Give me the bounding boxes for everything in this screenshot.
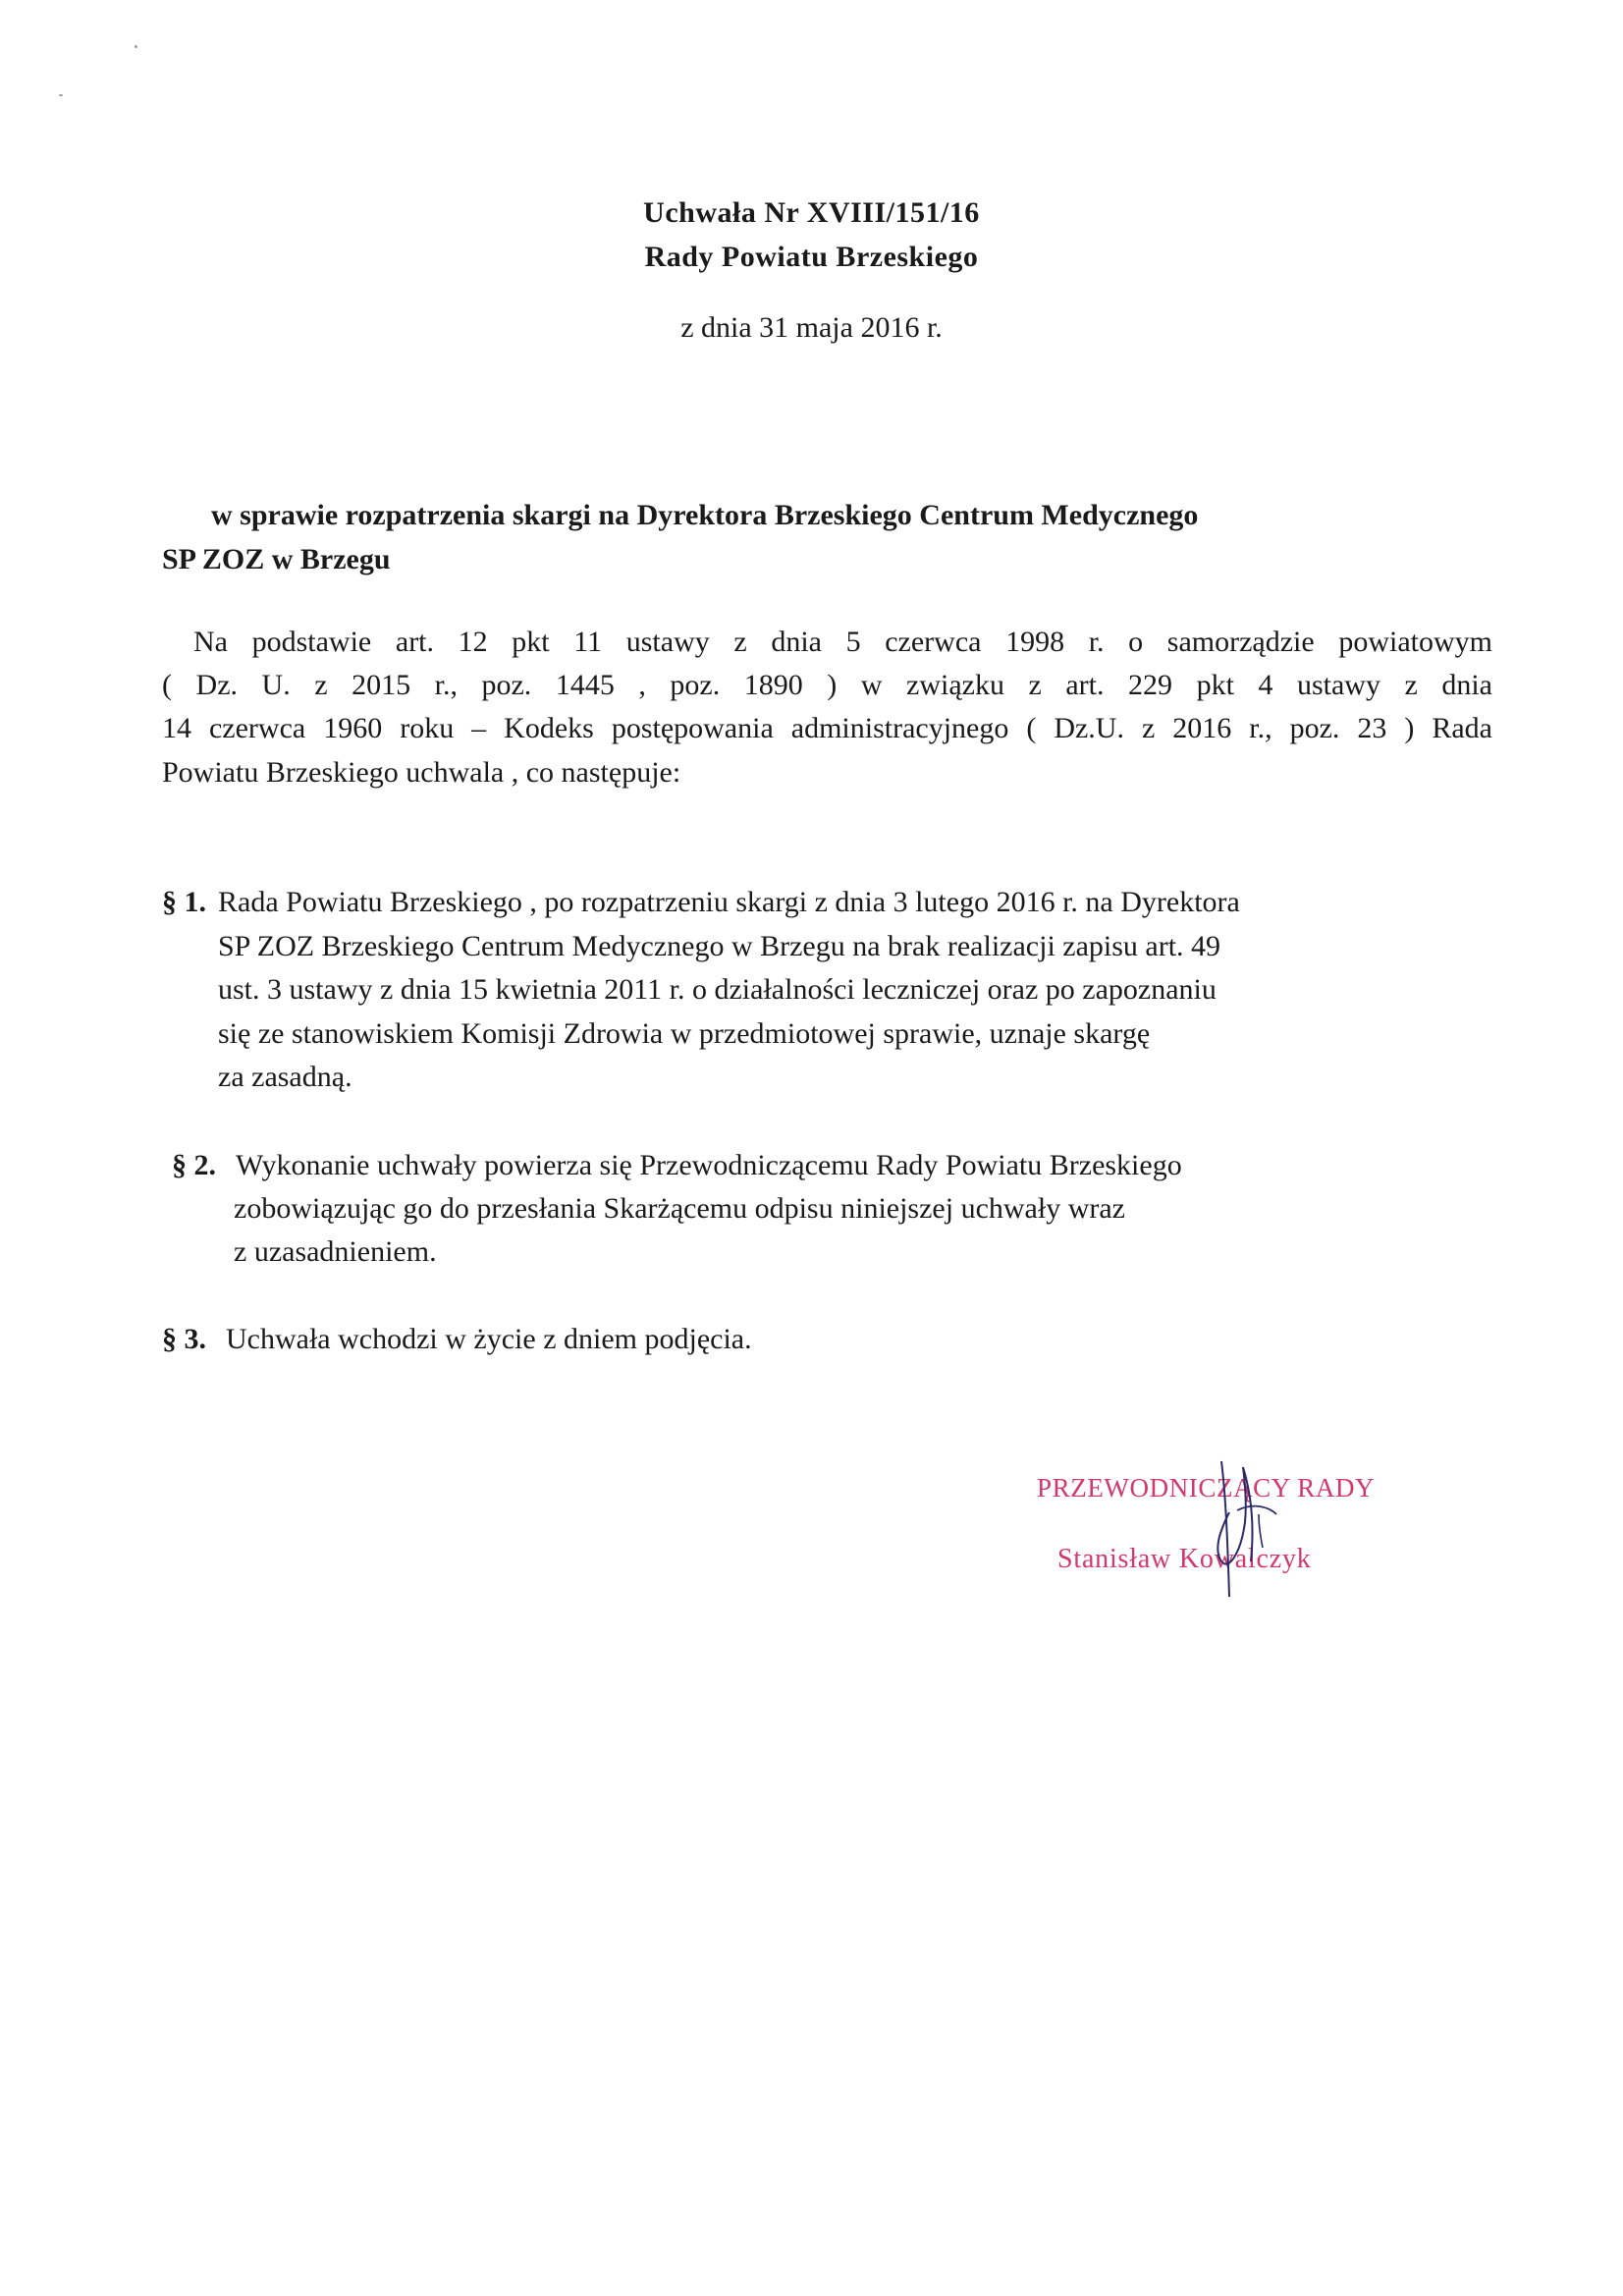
section-1-line: Rada Powiatu Brzeskiego , po rozpatrzeniu skargi z dnia 3 lutego 2016 r. na Dyrektora <box>218 886 1240 918</box>
section-1-line: za zasadną. <box>218 1061 352 1093</box>
scan-speck <box>135 45 137 48</box>
section-2-number: § 2. <box>172 1149 216 1181</box>
signature-block <box>1021 1453 1414 1601</box>
section-2-line: z uzasadnieniem. <box>234 1235 437 1268</box>
section-1-line: się ze stanowiskiem Komisji Zdrowia w przedmiotowej sprawie, uznaje skargę <box>218 1017 1151 1050</box>
resolution-title: Uchwała Nr XVIII/151/16 <box>643 196 980 229</box>
subject-line-2: SP ZOZ w Brzegu <box>162 543 391 575</box>
resolution-date: z dnia 31 maja 2016 r. <box>680 311 943 344</box>
preamble-line: Powiatu Brzeskiego uchwala , co następuje: <box>162 756 681 789</box>
scan-speck <box>59 94 63 96</box>
handwritten-signature <box>1208 1453 1296 1601</box>
section-1-number: § 1. <box>162 886 206 918</box>
section-2-line: Wykonanie uchwały powierza się Przewodniczącemu Rady Powiatu Brzeskiego <box>236 1149 1182 1181</box>
preamble-line: 14 czerwca 1960 roku – Kodeks postępowania administracyjnego ( Dz.U. z 2016 r., poz. 23 ) Rada <box>162 712 1492 744</box>
section-3-number: § 3. <box>162 1323 206 1355</box>
section-3-line: Uchwała wchodzi w życie z dniem podjęcia. <box>226 1323 752 1355</box>
signatory-title-stamp: PRZEWODNICZĄCY RADY <box>1037 1473 1376 1503</box>
section-2-line: zobowiązując go do przesłania Skarżącemu odpisu niniejszej uchwały wraz <box>234 1192 1125 1225</box>
preamble-line: Na podstawie art. 12 pkt 11 ustawy z dnia 5 czerwca 1998 r. o samorządzie powiatowym <box>193 626 1492 658</box>
council-name: Rady Powiatu Brzeskiego <box>644 241 979 273</box>
preamble-line: ( Dz. U. z 2015 r., poz. 1445 , poz. 1890 ) w związku z art. 229 pkt 4 ustawy z dnia <box>162 669 1492 701</box>
section-1-line: ust. 3 ustawy z dnia 15 kwietnia 2011 r. o działalności leczniczej oraz po zapoznaniu <box>218 973 1217 1006</box>
subject-line-1: w sprawie rozpatrzenia skargi na Dyrektora Brzeskiego Centrum Medycznego <box>211 499 1199 531</box>
signatory-name-stamp: Stanisław Kowalczyk <box>1057 1544 1312 1574</box>
section-1-line: SP ZOZ Brzeskiego Centrum Medycznego w Brzegu na brak realizacji zapisu art. 49 <box>218 930 1221 962</box>
